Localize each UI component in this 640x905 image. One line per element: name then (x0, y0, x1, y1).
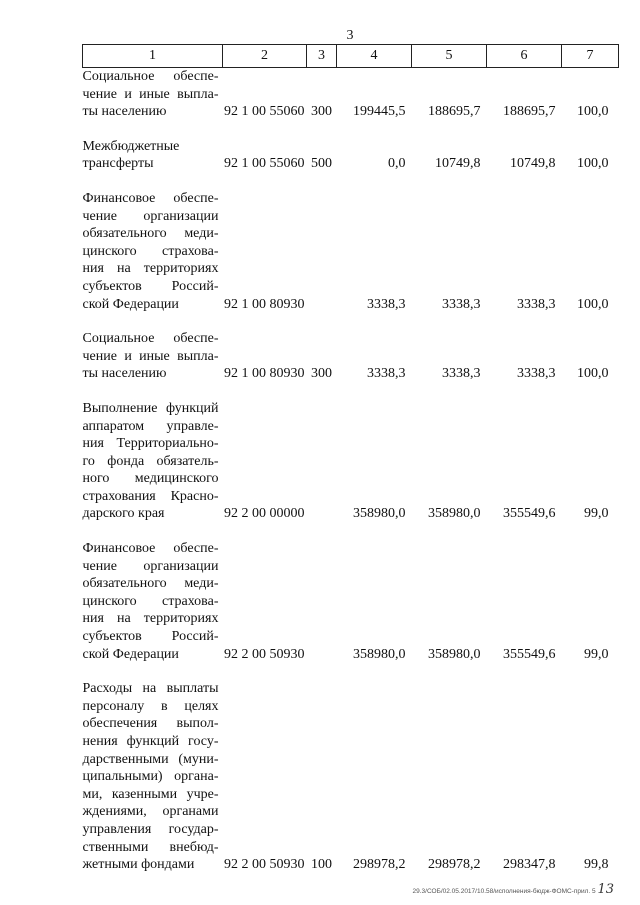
description-line: Финансовое обеспе- (82, 190, 219, 206)
refined-amount: 188695,7 (428, 104, 481, 120)
document-stamp-text: 29.3/СОБ/02.05.2017/10.58/исполнения-бюдж-ФОМС-прил. 5 (412, 888, 596, 895)
description-line: обеспечения выпол- (82, 716, 219, 732)
column-header: 3 (307, 45, 337, 68)
execution-percent: 99,0 (584, 506, 609, 522)
description-line: управления государ- (82, 821, 219, 837)
description-line: ты населению (82, 104, 167, 120)
description-line: го фонда обязатель- (82, 453, 219, 469)
description-line: ской Федерации (82, 646, 179, 662)
description-line: чение организации (82, 208, 219, 224)
description-line: чение и иные выпла- (82, 86, 219, 102)
description-line: нения функций госу- (82, 734, 219, 749)
budget-classification-code: 92 2 00 50930 (224, 646, 305, 662)
executed-amount: 3338,3 (517, 296, 556, 312)
expense-type-code: 500 (311, 156, 332, 172)
expense-type-code: 300 (311, 366, 332, 382)
description-line: Межбюджетные (82, 138, 180, 154)
row-description (83, 138, 223, 173)
column-header: 5 (412, 45, 487, 68)
row-spacer-cell (83, 121, 619, 138)
description-line: ния на территориях (82, 261, 219, 277)
description-line: персоналу в целях (82, 698, 219, 714)
approved-amount: 3338,3 (367, 366, 406, 382)
description-line: ственными внебюд- (82, 839, 219, 855)
table-row (83, 330, 619, 383)
table-row (83, 138, 619, 173)
row-description (83, 330, 223, 383)
table-header-row (83, 45, 619, 68)
approved-amount: 3338,3 (367, 296, 406, 312)
row-description (83, 400, 223, 523)
row-spacer-cell (83, 663, 619, 680)
executed-amount: 298347,8 (503, 857, 556, 873)
executed-amount: 355549,6 (503, 506, 556, 522)
description-line: дарского края (82, 506, 165, 522)
refined-amount: 298978,2 (428, 857, 481, 873)
expense-type-code (307, 540, 337, 663)
row-spacer-cell (83, 383, 619, 400)
row-description (83, 680, 223, 874)
description-line: Выполнение функций (82, 400, 219, 416)
expense-type-code (307, 400, 337, 523)
budget-classification-code: 92 1 00 80930 (224, 366, 305, 382)
description-line: страхования Красно- (82, 488, 219, 504)
description-line: обязательного меди- (82, 226, 219, 242)
description-line: ждениями, органами (82, 804, 219, 820)
budget-table (82, 44, 619, 874)
row-description (83, 190, 223, 313)
description-line: субъектов Россий- (82, 278, 219, 294)
budget-classification-code: 92 2 00 50930 (224, 857, 305, 873)
table-row (83, 190, 619, 313)
approved-amount: 358980,0 (353, 646, 406, 662)
table-row (83, 68, 619, 121)
row-spacer-cell (83, 523, 619, 540)
row-spacer-cell (83, 173, 619, 190)
column-header: 1 (83, 45, 223, 68)
row-spacer (83, 121, 619, 138)
execution-percent: 100,0 (577, 366, 609, 382)
executed-amount: 10749,8 (510, 156, 556, 172)
expense-type-code: 300 (311, 104, 332, 120)
row-spacer-cell (83, 313, 619, 330)
description-line: субъектов Россий- (82, 629, 219, 645)
description-line: цинского страхова- (82, 243, 219, 259)
row-spacer (83, 663, 619, 680)
table-row (83, 680, 619, 874)
description-line: ми, казенными учре- (82, 786, 219, 802)
approved-amount: 0,0 (388, 156, 406, 172)
document-stamp (413, 882, 615, 897)
description-line: Расходы на выплаты (82, 681, 219, 697)
row-spacer (83, 523, 619, 540)
executed-amount: 3338,3 (517, 366, 556, 382)
description-line: ты населению (82, 366, 167, 382)
execution-percent: 100,0 (577, 296, 609, 312)
approved-amount: 358980,0 (353, 506, 406, 522)
row-spacer (83, 173, 619, 190)
description-line: Финансовое обеспе- (82, 541, 219, 557)
column-header: 7 (562, 45, 619, 68)
approved-amount: 199445,5 (353, 104, 406, 120)
executed-amount: 188695,7 (503, 104, 556, 120)
refined-amount: 10749,8 (435, 156, 481, 172)
description-line: ного медицинского (82, 471, 219, 487)
column-header: 4 (337, 45, 412, 68)
budget-classification-code: 92 1 00 55060 (224, 156, 305, 172)
refined-amount: 358980,0 (428, 646, 481, 662)
description-line: ния Территориально- (82, 436, 219, 452)
description-line: аппаратом управле- (82, 418, 219, 434)
description-line: чение и иные выпла- (82, 348, 219, 364)
expense-type-code (307, 190, 337, 313)
expense-type-code: 100 (311, 857, 332, 873)
executed-amount: 355549,6 (503, 646, 556, 662)
refined-amount: 3338,3 (442, 296, 481, 312)
description-line: чение организации (82, 558, 219, 574)
column-header: 6 (487, 45, 562, 68)
row-spacer (83, 383, 619, 400)
handwritten-page-number: 13 (597, 882, 614, 897)
page-number: 3 (346, 28, 354, 43)
description-line: цинского страхова- (82, 593, 219, 609)
row-description (83, 68, 223, 121)
refined-amount: 3338,3 (442, 366, 481, 382)
execution-percent: 99,0 (584, 646, 609, 662)
description-line: жетными фондами (82, 857, 195, 873)
execution-percent: 100,0 (577, 104, 609, 120)
row-spacer (83, 313, 619, 330)
description-line: дарственными (муни- (82, 751, 219, 767)
description-line: Социальное обеспе- (82, 69, 219, 84)
table-row (83, 400, 619, 523)
description-line: ципальными) органа- (82, 769, 219, 785)
description-line: трансферты (82, 156, 154, 172)
budget-classification-code: 92 1 00 80930 (224, 296, 305, 312)
approved-amount: 298978,2 (353, 857, 406, 873)
description-line: Социальное обеспе- (82, 331, 219, 347)
row-description (83, 540, 223, 663)
budget-classification-code: 92 1 00 55060 (224, 104, 305, 120)
column-header: 2 (223, 45, 307, 68)
description-line: ния на территориях (82, 611, 219, 627)
description-line: обязательного меди- (82, 576, 219, 592)
refined-amount: 358980,0 (428, 506, 481, 522)
execution-percent: 99,8 (584, 857, 609, 873)
description-line: ской Федерации (82, 296, 179, 312)
table-row (83, 540, 619, 663)
execution-percent: 100,0 (577, 156, 609, 172)
budget-classification-code: 92 2 00 00000 (224, 506, 305, 522)
